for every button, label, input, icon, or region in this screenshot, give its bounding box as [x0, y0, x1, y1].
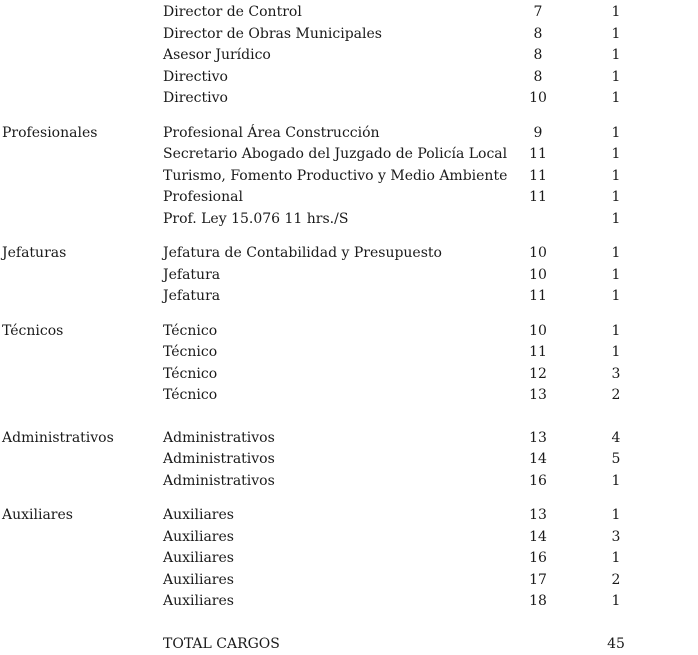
- count-cell: 1: [552, 505, 680, 527]
- category-cell: [2, 45, 163, 67]
- position-cell: Auxiliares: [163, 591, 524, 613]
- table-section: [2, 505, 698, 613]
- category-cell: [2, 634, 163, 655]
- grade-cell: [524, 634, 552, 655]
- grade-cell: 17: [524, 570, 552, 592]
- grade-cell: 12: [524, 364, 552, 386]
- position-cell: Auxiliares: [163, 505, 524, 527]
- grade-cell: 11: [524, 187, 552, 209]
- category-cell: [2, 471, 163, 493]
- count-cell: 1: [552, 321, 680, 343]
- position-cell: Jefatura: [163, 286, 524, 308]
- category-cell: [2, 166, 163, 188]
- category-cell: [2, 286, 163, 308]
- table-row: [2, 67, 698, 89]
- grade-cell: 13: [524, 385, 552, 407]
- count-cell: 1: [552, 144, 680, 166]
- position-cell: Auxiliares: [163, 570, 524, 592]
- category-cell: [2, 24, 163, 46]
- table-row: [2, 548, 698, 570]
- position-cell: Administrativos: [163, 471, 524, 493]
- grade-cell: 8: [524, 45, 552, 67]
- count-cell: 1: [552, 286, 680, 308]
- table-row: [2, 209, 698, 231]
- count-cell: 3: [552, 364, 680, 386]
- table-row: [2, 321, 698, 343]
- category-cell: [2, 591, 163, 613]
- count-cell: 1: [552, 123, 680, 145]
- table-row: [2, 286, 698, 308]
- category-cell: [2, 449, 163, 471]
- total-label: TOTAL CARGOS: [163, 634, 524, 655]
- grade-cell: 8: [524, 24, 552, 46]
- total-value: 45: [552, 634, 680, 655]
- count-cell: 1: [552, 209, 680, 231]
- position-cell: Técnico: [163, 385, 524, 407]
- table-row: [2, 88, 698, 110]
- count-cell: 1: [552, 24, 680, 46]
- position-cell: Prof. Ley 15.076 11 hrs./S: [163, 209, 524, 231]
- position-cell: Técnico: [163, 321, 524, 343]
- position-cell: Jefatura: [163, 265, 524, 287]
- position-cell: Secretario Abogado del Juzgado de Policía Local: [163, 144, 524, 166]
- table-section: [2, 428, 698, 493]
- count-cell: 1: [552, 67, 680, 89]
- category-cell: Administrativos: [2, 428, 163, 450]
- grade-cell: 16: [524, 548, 552, 570]
- grade-cell: 11: [524, 342, 552, 364]
- category-cell: Jefaturas: [2, 243, 163, 265]
- position-cell: Directivo: [163, 67, 524, 89]
- count-cell: 1: [552, 45, 680, 67]
- table-row: [2, 45, 698, 67]
- staffing-table: [2, 2, 698, 613]
- position-cell: Técnico: [163, 342, 524, 364]
- count-cell: 1: [552, 88, 680, 110]
- table-row: [2, 265, 698, 287]
- position-cell: Administrativos: [163, 449, 524, 471]
- table-row: [2, 123, 698, 145]
- grade-cell: 7: [524, 2, 552, 24]
- table-section: [2, 243, 698, 308]
- category-cell: [2, 88, 163, 110]
- table-row: [2, 24, 698, 46]
- position-cell: Directivo: [163, 88, 524, 110]
- position-cell: Administrativos: [163, 428, 524, 450]
- grade-cell: 11: [524, 144, 552, 166]
- table-row: [2, 385, 698, 407]
- grade-cell: [524, 209, 552, 231]
- category-cell: [2, 364, 163, 386]
- table-section: [2, 321, 698, 407]
- count-cell: 4: [552, 428, 680, 450]
- category-cell: Auxiliares: [2, 505, 163, 527]
- category-cell: [2, 570, 163, 592]
- total-row: [2, 634, 698, 655]
- grade-cell: 10: [524, 88, 552, 110]
- grade-cell: 14: [524, 449, 552, 471]
- position-cell: Director de Obras Municipales: [163, 24, 524, 46]
- count-cell: 1: [552, 166, 680, 188]
- grade-cell: 14: [524, 527, 552, 549]
- table-row: [2, 187, 698, 209]
- table-row: [2, 449, 698, 471]
- position-cell: Auxiliares: [163, 527, 524, 549]
- category-cell: [2, 144, 163, 166]
- table-row: [2, 591, 698, 613]
- table-row: [2, 364, 698, 386]
- category-cell: [2, 548, 163, 570]
- table-row: [2, 428, 698, 450]
- grade-cell: 13: [524, 505, 552, 527]
- category-cell: [2, 2, 163, 24]
- category-cell: Técnicos: [2, 321, 163, 343]
- position-cell: Técnico: [163, 364, 524, 386]
- grade-cell: 9: [524, 123, 552, 145]
- count-cell: 1: [552, 265, 680, 287]
- count-cell: 1: [552, 548, 680, 570]
- category-cell: [2, 209, 163, 231]
- grade-cell: 11: [524, 166, 552, 188]
- category-cell: [2, 187, 163, 209]
- count-cell: 2: [552, 570, 680, 592]
- position-cell: Profesional: [163, 187, 524, 209]
- grade-cell: 10: [524, 265, 552, 287]
- grade-cell: 18: [524, 591, 552, 613]
- count-cell: 2: [552, 385, 680, 407]
- grade-cell: 10: [524, 321, 552, 343]
- grade-cell: 11: [524, 286, 552, 308]
- count-cell: 1: [552, 591, 680, 613]
- category-cell: [2, 385, 163, 407]
- category-cell: [2, 527, 163, 549]
- table-row: [2, 166, 698, 188]
- table-row: [2, 570, 698, 592]
- count-cell: 1: [552, 243, 680, 265]
- table-row: [2, 2, 698, 24]
- position-cell: Director de Control: [163, 2, 524, 24]
- table-row: [2, 342, 698, 364]
- table-row: [2, 527, 698, 549]
- category-cell: [2, 67, 163, 89]
- table-row: [2, 144, 698, 166]
- grade-cell: 13: [524, 428, 552, 450]
- count-cell: 1: [552, 2, 680, 24]
- position-cell: Profesional Área Construcción: [163, 123, 524, 145]
- position-cell: Jefatura de Contabilidad y Presupuesto: [163, 243, 524, 265]
- category-cell: Profesionales: [2, 123, 163, 145]
- count-cell: 1: [552, 342, 680, 364]
- count-cell: 1: [552, 187, 680, 209]
- table-row: [2, 471, 698, 493]
- table-row: [2, 243, 698, 265]
- category-cell: [2, 342, 163, 364]
- position-cell: Asesor Jurídico: [163, 45, 524, 67]
- table-section: [2, 123, 698, 231]
- grade-cell: 10: [524, 243, 552, 265]
- grade-cell: 8: [524, 67, 552, 89]
- count-cell: 3: [552, 527, 680, 549]
- count-cell: 1: [552, 471, 680, 493]
- table-row: [2, 505, 698, 527]
- category-cell: [2, 265, 163, 287]
- position-cell: Turismo, Fomento Productivo y Medio Ambiente: [163, 166, 524, 188]
- position-cell: Auxiliares: [163, 548, 524, 570]
- table-section: [2, 2, 698, 110]
- grade-cell: 16: [524, 471, 552, 493]
- count-cell: 5: [552, 449, 680, 471]
